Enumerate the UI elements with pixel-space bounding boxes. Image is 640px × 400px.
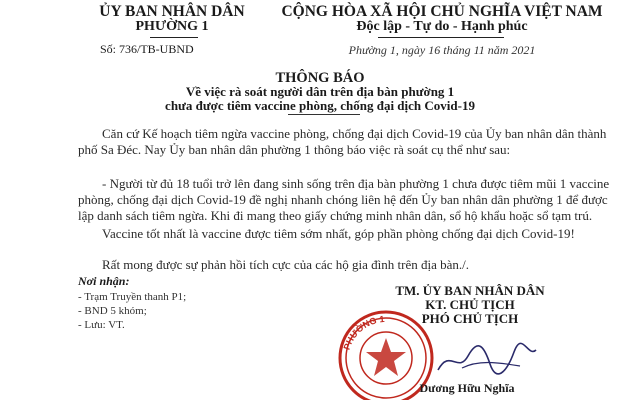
recipient-item: - Lưu: VT. (78, 319, 125, 331)
signature-org: TM. ỦY BAN NHÂN DÂN (395, 283, 545, 298)
signature-title: PHÓ CHỦ TỊCH (421, 311, 519, 326)
subject-underline (288, 114, 360, 115)
recipient-item: - Trạm Truyền thanh P1; (78, 291, 187, 303)
national-title: CỘNG HÒA XÃ HỘI CHỦ NGHĨA VIỆT NAM (281, 3, 603, 20)
handwritten-signature (432, 340, 542, 380)
national-motto: Độc lập - Tự do - Hạnh phúc (356, 19, 528, 34)
signature-role: KT. CHỦ TỊCH (425, 297, 515, 312)
body-paragraph-2: - Người từ đủ 18 tuổi trở lên đang sinh sống trên địa bàn phường 1 chưa được tiêm mũi 1 vaccine phòng, chống đại dịch Covid-19 đề nghị nhanh chóng liên hệ đến Ủy ban nhân dân phường 1 để được lập danh sách tiêm ngừa. Khi đi mang theo giấy chứng minh nhân dân, sổ hộ khẩu hoặc sổ tạm trú. (78, 176, 610, 223)
notice-subject-line-2: chưa được tiêm vaccine phòng, chống đại dịch Covid-19 (165, 98, 475, 113)
issuing-ward: PHƯỜNG 1 (135, 19, 209, 34)
issuing-org: ỦY BAN NHÂN DÂN (99, 3, 245, 20)
notice-subject-line-1: Về việc rà soát người dân trên địa bàn phường 1 (185, 84, 455, 99)
signer-name: Dương Hữu Nghĩa (419, 381, 515, 395)
document-number: Số: 736/TB-UBND (100, 42, 194, 56)
place-and-date: Phường 1, ngày 16 tháng 11 năm 2021 (348, 43, 536, 57)
header-divider-right (378, 37, 504, 38)
body-paragraph-1: Căn cứ Kế hoạch tiêm ngừa vaccine phòng, chống đại dịch Covid-19 của Ủy ban nhân dân thành phố Sa Đéc. Nay Ủy ban nhân dân phường 1 thông báo việc rà soát cụ thể như sau: (78, 126, 607, 157)
notice-title: THÔNG BÁO (275, 70, 365, 86)
body-paragraph-3: Vaccine tốt nhất là vaccine được tiêm sớm nhất, góp phần phòng chống đại dịch Covid-19! (102, 226, 575, 241)
seal-text-path: PHƯỜNG 1 (341, 313, 385, 352)
recipients-heading: Nơi nhận: (78, 274, 130, 288)
body-paragraph-4: Rất mong được sự phản hồi tích cực của các hộ gia đình trên địa bàn./. (102, 257, 469, 272)
recipient-item: - BND 5 khóm; (78, 305, 147, 317)
header-divider-left (150, 37, 198, 38)
